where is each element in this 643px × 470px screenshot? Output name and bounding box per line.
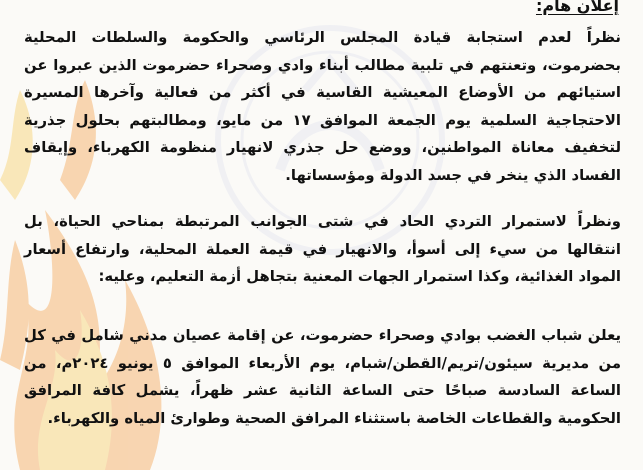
paragraph-reasons: نظراً لعدم استجابة قيادة المجلس الرئاسي والحكومة والسلطات المحلية بحضرموت، وتعنتهم في تلبية مطالب أبناء وادي وصحراء حضرموت الذين عبروا عن استيائهم من الأوضاع المعيشية القاسية في أكثر من فعالية وآخرها المسيرة الاحتجاجية السلمية يوم الجمعة الموافق ١٧ من مايو، ومطالبتهم بحلول جذرية لتخفيف معاناة المواطنين، ووضع حل جذري لانهيار منظومة الكهرباء، وإيقاف الفساد الذي ينخر في جسد الدولة ومؤسساتها. xyxy=(24,29,621,184)
paragraph-announcement: يعلن شباب الغضب بوادي وصحراء حضرموت، عن إقامة عصيان مدني شامل في كل من مديرية سيئون/تريم/القطن/شبام، يوم الأربعاء الموافق ٥ يونيو ٢٠٢٤م، من الساعة السادسة صباحًا حتى الساعة الثانية عشر ظهراً، يشمل كافة المرافق الحكومية والقطاعات الخاصة باستثناء المرافق الصحية وطوارئ المياه والكهرباء. xyxy=(24,327,621,427)
paragraph-deterioration: ونظراً لاستمرار التردي الحاد في شتى الجوانب المرتبطة بمناحي الحياة، بل انتقالها من سيء إلى أسوأ، والانهيار في قيمة العملة المحلية، وارتفاع أسعار المواد الغذائية، وكذا استمرار الجهات المعنية بتجاهل أزمة التعليم، وعليه: xyxy=(24,213,621,285)
announcement-title: إعلان هام: xyxy=(535,0,619,15)
